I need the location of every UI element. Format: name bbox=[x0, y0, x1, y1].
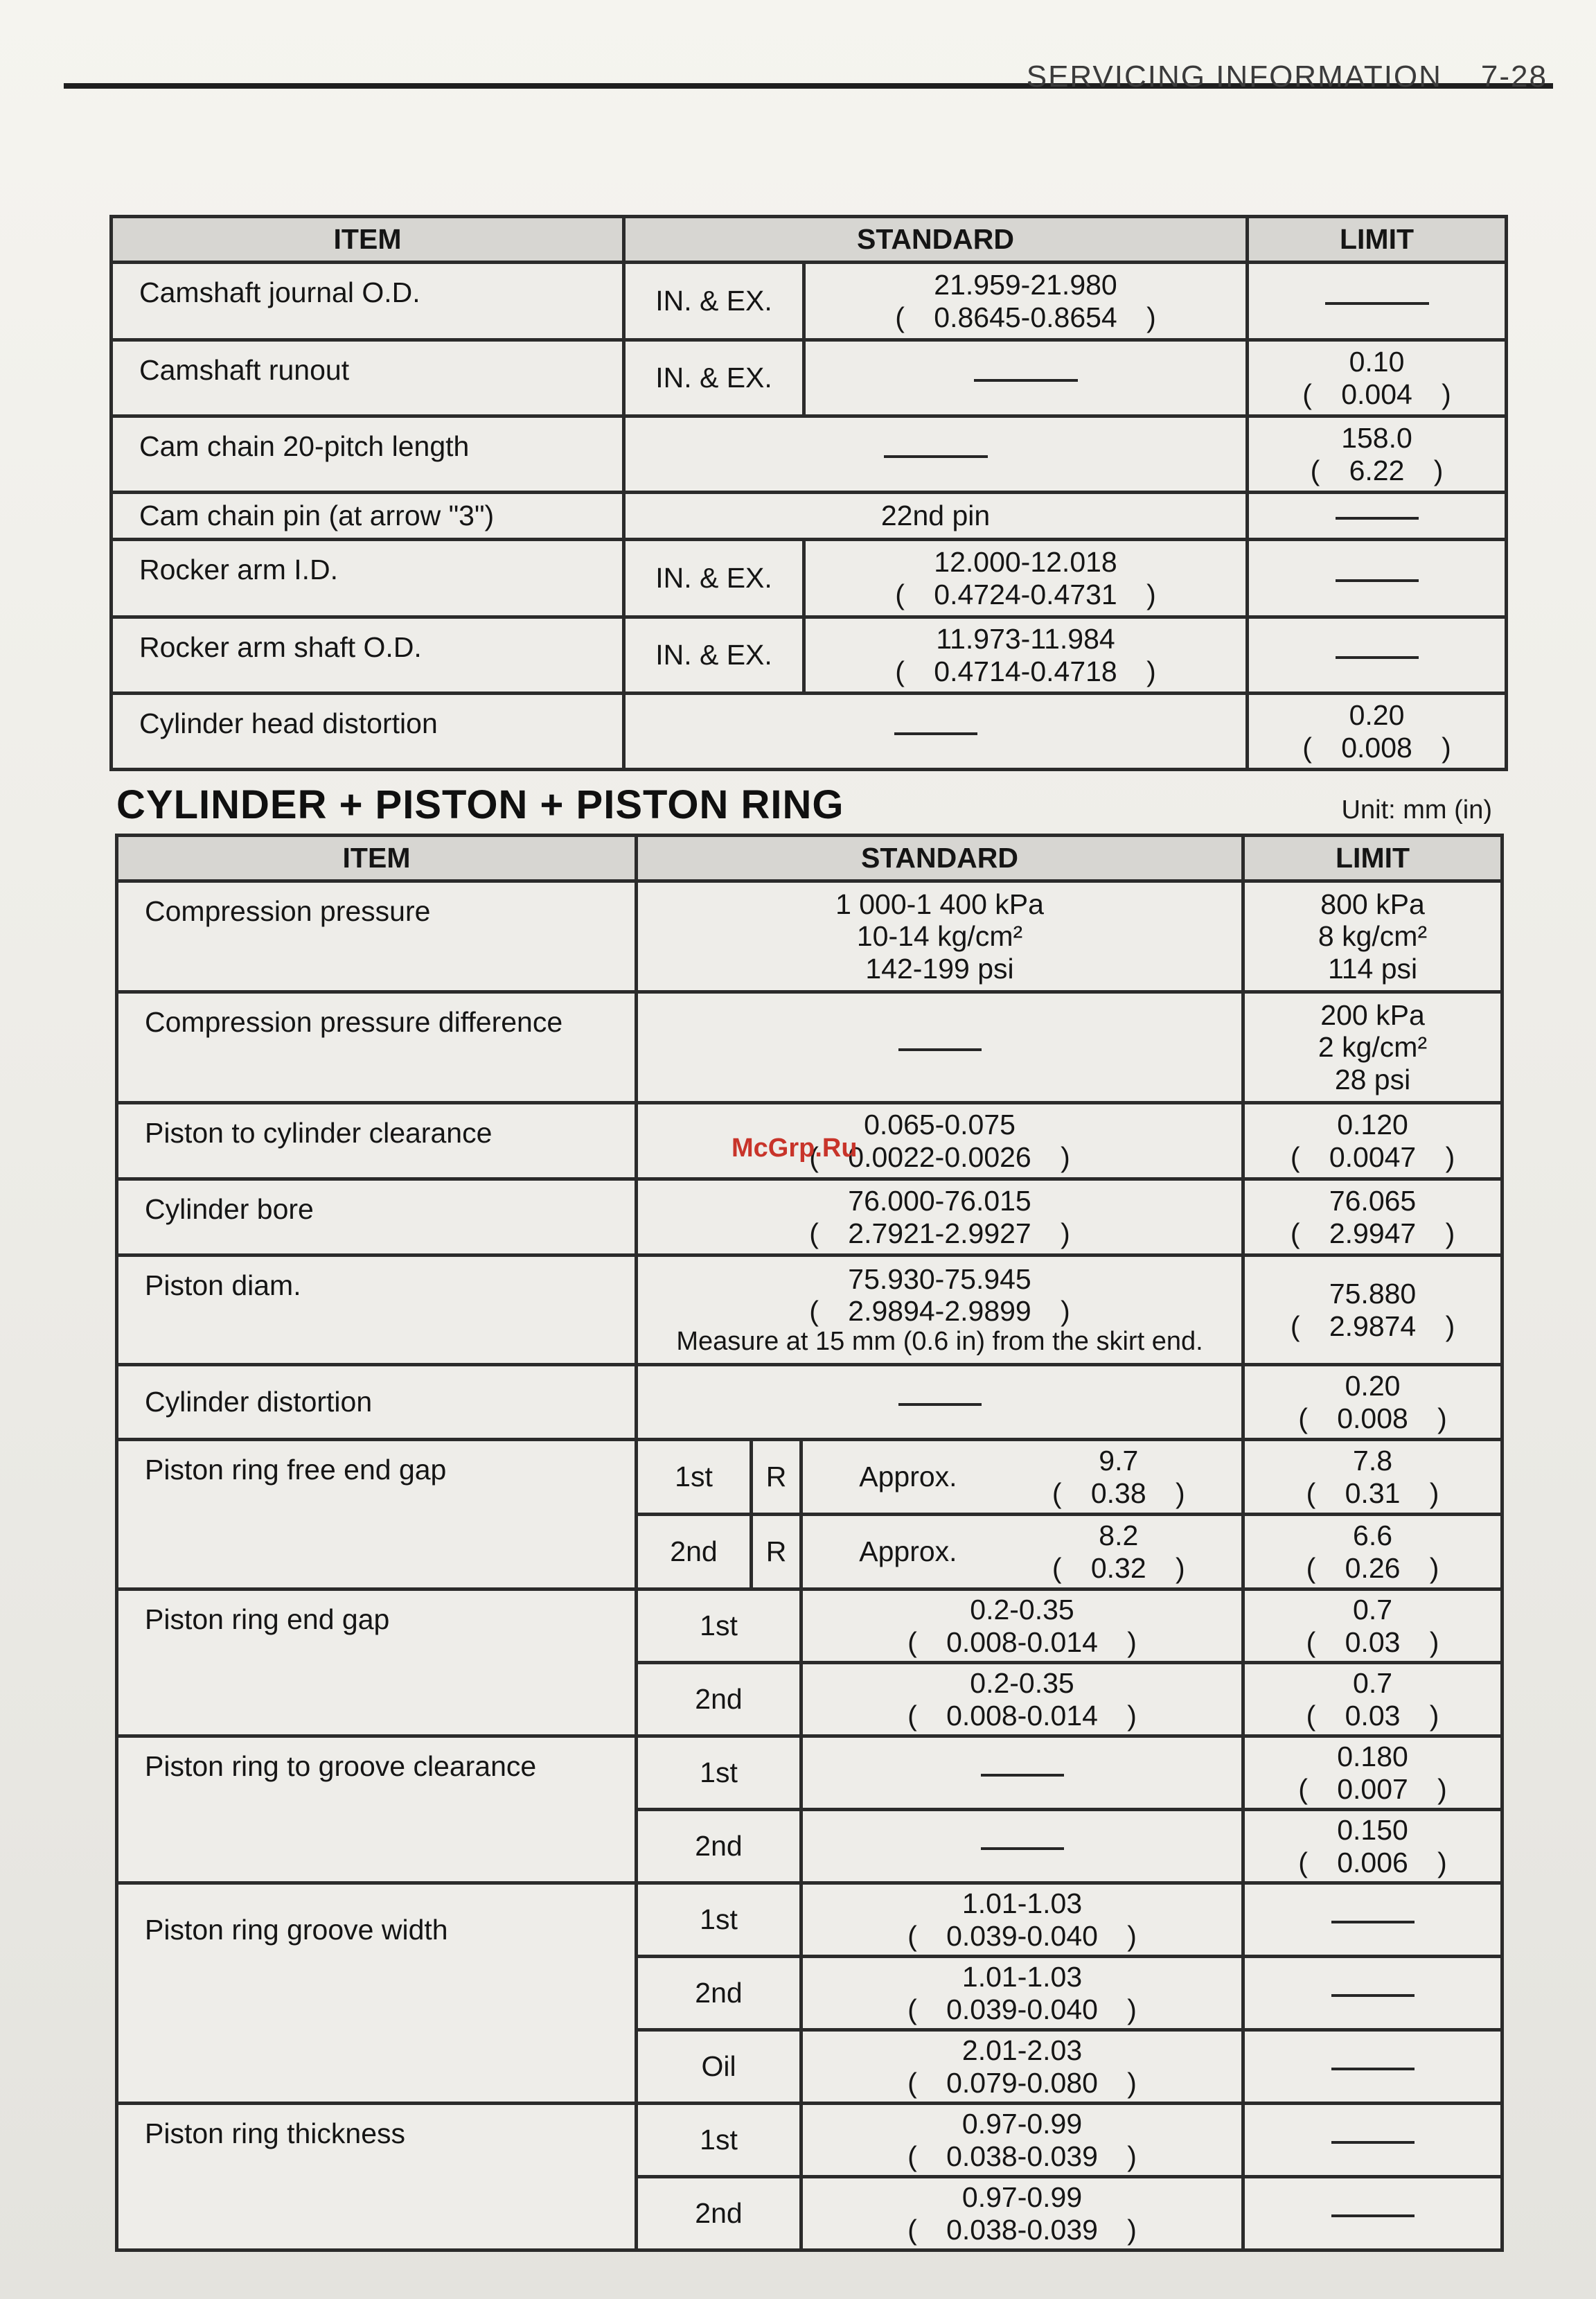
standard-value: 0.97-0.99 ( 0.038-0.039 ) bbox=[801, 2104, 1243, 2177]
no-limit-dash bbox=[1336, 579, 1419, 582]
spec-type: IN. & EX. bbox=[624, 340, 804, 416]
table-row bbox=[117, 1365, 1502, 1440]
header-limit: LIMIT bbox=[1248, 217, 1507, 263]
table-row bbox=[112, 493, 1507, 540]
table-row bbox=[117, 1883, 1502, 1957]
item-label: Camshaft runout bbox=[112, 340, 624, 416]
no-limit-dash bbox=[1331, 1921, 1415, 1923]
ring-label: 1st bbox=[637, 1589, 801, 1663]
table-row bbox=[117, 881, 1502, 992]
standard-value bbox=[624, 416, 1248, 493]
standard-value: 75.930-75.945 ( 2.9894-2.9899 ) Measure at 15 mm (0.6 in) from the skirt end. bbox=[637, 1256, 1243, 1365]
limit-value bbox=[1243, 1957, 1502, 2030]
standard-value: Approx. 9.7 ( 0.38 ) bbox=[801, 1440, 1243, 1515]
standard-value bbox=[624, 694, 1248, 770]
no-standard-dash bbox=[981, 1847, 1064, 1850]
item-label: Camshaft journal O.D. bbox=[112, 263, 624, 340]
standard-value: 0.2-0.35 ( 0.008-0.014 ) bbox=[801, 1589, 1243, 1663]
section-title: CYLINDER + PISTON + PISTON RING bbox=[116, 782, 844, 827]
header-item: ITEM bbox=[117, 836, 637, 881]
watermark: McGrp.Ru bbox=[732, 1134, 858, 1163]
limit-value bbox=[1248, 493, 1507, 540]
ring-mark: R bbox=[752, 1515, 801, 1589]
no-limit-dash bbox=[1336, 656, 1419, 659]
limit-value bbox=[1248, 617, 1507, 694]
limit-value: 0.10 ( 0.004 ) bbox=[1248, 340, 1507, 416]
no-limit-dash bbox=[1336, 517, 1419, 520]
table-row bbox=[112, 617, 1507, 694]
limit-value: 0.7 ( 0.03 ) bbox=[1243, 1663, 1502, 1736]
page-header bbox=[1027, 60, 1548, 94]
standard-value: 1.01-1.03 ( 0.039-0.040 ) bbox=[801, 1957, 1243, 2030]
standard-value: 1.01-1.03 ( 0.039-0.040 ) bbox=[801, 1883, 1243, 1957]
table-row bbox=[112, 416, 1507, 493]
standard-value bbox=[801, 1810, 1243, 1883]
header-standard: STANDARD bbox=[637, 836, 1243, 881]
ring-label: 2nd bbox=[637, 1957, 801, 2030]
table-row bbox=[117, 992, 1502, 1103]
table-row bbox=[112, 263, 1507, 340]
no-standard-dash bbox=[974, 379, 1078, 382]
no-limit-dash bbox=[1331, 2214, 1415, 2217]
table-row bbox=[112, 540, 1507, 617]
standard-value: 0.2-0.35 ( 0.008-0.014 ) bbox=[801, 1663, 1243, 1736]
table-row bbox=[117, 1440, 1502, 1515]
item-label: Piston ring end gap bbox=[117, 1589, 637, 1736]
limit-value: 75.880 ( 2.9874 ) bbox=[1243, 1256, 1502, 1365]
item-label: Rocker arm shaft O.D. bbox=[112, 617, 624, 694]
no-standard-dash bbox=[894, 732, 977, 735]
no-limit-dash bbox=[1331, 2068, 1415, 2070]
ring-label: 2nd bbox=[637, 1515, 752, 1589]
table-header-row bbox=[112, 217, 1507, 263]
standard-value: 0.97-0.99 ( 0.038-0.039 ) bbox=[801, 2177, 1243, 2250]
ring-label: 1st bbox=[637, 1883, 801, 1957]
table-row bbox=[117, 1736, 1502, 1810]
item-label: Piston diam. bbox=[117, 1256, 637, 1365]
header-limit: LIMIT bbox=[1243, 836, 1502, 881]
limit-value: 0.180 ( 0.007 ) bbox=[1243, 1736, 1502, 1810]
limit-value bbox=[1243, 2030, 1502, 2104]
spec-type: IN. & EX. bbox=[624, 263, 804, 340]
ring-label: 2nd bbox=[637, 1810, 801, 1883]
header-item: ITEM bbox=[112, 217, 624, 263]
standard-value: 0.065-0.075 ( 0.0022-0.0026 ) bbox=[637, 1103, 1243, 1179]
no-limit-dash bbox=[1331, 2141, 1415, 2144]
table-row bbox=[117, 1589, 1502, 1663]
table-row bbox=[112, 340, 1507, 416]
table-row bbox=[117, 2104, 1502, 2177]
standard-value bbox=[637, 992, 1243, 1103]
item-label: Piston ring groove width bbox=[117, 1883, 637, 2104]
limit-value: 0.150 ( 0.006 ) bbox=[1243, 1810, 1502, 1883]
section-name: SERVICING INFORMATION bbox=[1026, 60, 1442, 94]
limit-value: 76.065 ( 2.9947 ) bbox=[1243, 1179, 1502, 1256]
item-label: Piston ring thickness bbox=[117, 2104, 637, 2250]
limit-value: 0.20 ( 0.008 ) bbox=[1248, 694, 1507, 770]
limit-value: 6.6 ( 0.26 ) bbox=[1243, 1515, 1502, 1589]
item-label: Compression pressure difference bbox=[117, 992, 637, 1103]
header-standard: STANDARD bbox=[624, 217, 1248, 263]
limit-value bbox=[1243, 2104, 1502, 2177]
ring-mark: R bbox=[752, 1440, 801, 1515]
item-label: Rocker arm I.D. bbox=[112, 540, 624, 617]
standard-value bbox=[637, 1365, 1243, 1440]
standard-value bbox=[804, 340, 1248, 416]
limit-value: 0.7 ( 0.03 ) bbox=[1243, 1589, 1502, 1663]
ring-label: 1st bbox=[637, 2104, 801, 2177]
table-row bbox=[117, 1179, 1502, 1256]
camshaft-spec-table bbox=[109, 215, 1508, 771]
item-label: Compression pressure bbox=[117, 881, 637, 992]
unit-note: Unit: mm (in) bbox=[1341, 795, 1492, 825]
item-label: Cam chain 20-pitch length bbox=[112, 416, 624, 493]
ring-label: 1st bbox=[637, 1440, 752, 1515]
limit-value: 0.20 ( 0.008 ) bbox=[1243, 1365, 1502, 1440]
cylinder-piston-spec-table bbox=[115, 834, 1504, 2252]
item-label: Piston ring free end gap bbox=[117, 1440, 637, 1589]
standard-value bbox=[801, 1736, 1243, 1810]
table-row bbox=[117, 1256, 1502, 1365]
limit-value: 158.0 ( 6.22 ) bbox=[1248, 416, 1507, 493]
limit-value bbox=[1248, 263, 1507, 340]
standard-value: 22nd pin bbox=[624, 493, 1248, 540]
limit-value: 800 kPa 8 kg/cm² 114 psi bbox=[1243, 881, 1502, 992]
no-standard-dash bbox=[981, 1774, 1064, 1777]
ring-label: Oil bbox=[637, 2030, 801, 2104]
standard-value: 12.000-12.018 ( 0.4724-0.4731 ) bbox=[804, 540, 1248, 617]
item-label: Piston to cylinder clearance bbox=[117, 1103, 637, 1179]
standard-value: 2.01-2.03 ( 0.079-0.080 ) bbox=[801, 2030, 1243, 2104]
ring-label: 2nd bbox=[637, 2177, 801, 2250]
limit-value bbox=[1248, 540, 1507, 617]
measure-note: Measure at 15 mm (0.6 in) from the skirt end. bbox=[676, 1327, 1203, 1357]
ring-label: 1st bbox=[637, 1736, 801, 1810]
no-standard-dash bbox=[898, 1048, 982, 1051]
no-limit-dash bbox=[1325, 302, 1429, 305]
limit-value: 7.8 ( 0.31 ) bbox=[1243, 1440, 1502, 1515]
standard-value: Approx. 8.2 ( 0.32 ) bbox=[801, 1515, 1243, 1589]
limit-value bbox=[1243, 1883, 1502, 1957]
table-header-row bbox=[117, 836, 1502, 881]
item-label: Piston ring to groove clearance bbox=[117, 1736, 637, 1883]
table-row bbox=[112, 694, 1507, 770]
no-limit-dash bbox=[1331, 1994, 1415, 1997]
standard-value: 76.000-76.015 ( 2.7921-2.9927 ) bbox=[637, 1179, 1243, 1256]
spec-type: IN. & EX. bbox=[624, 540, 804, 617]
no-standard-dash bbox=[898, 1403, 982, 1406]
standard-value: 21.959-21.980 ( 0.8645-0.8654 ) bbox=[804, 263, 1248, 340]
standard-value: 11.973-11.984 ( 0.4714-0.4718 ) bbox=[804, 617, 1248, 694]
item-label: Cylinder bore bbox=[117, 1179, 637, 1256]
ring-label: 2nd bbox=[637, 1663, 801, 1736]
no-standard-dash bbox=[884, 455, 988, 458]
item-label: Cylinder head distortion bbox=[112, 694, 624, 770]
item-label: Cylinder distortion bbox=[117, 1365, 637, 1440]
spec-type: IN. & EX. bbox=[624, 617, 804, 694]
page-number: 7-28 bbox=[1480, 60, 1548, 94]
limit-value: 200 kPa 2 kg/cm² 28 psi bbox=[1243, 992, 1502, 1103]
item-label: Cam chain pin (at arrow "3") bbox=[112, 493, 624, 540]
limit-value bbox=[1243, 2177, 1502, 2250]
limit-value: 0.120 ( 0.0047 ) bbox=[1243, 1103, 1502, 1179]
standard-value: 1 000-1 400 kPa 10-14 kg/cm² 142-199 psi bbox=[637, 881, 1243, 992]
